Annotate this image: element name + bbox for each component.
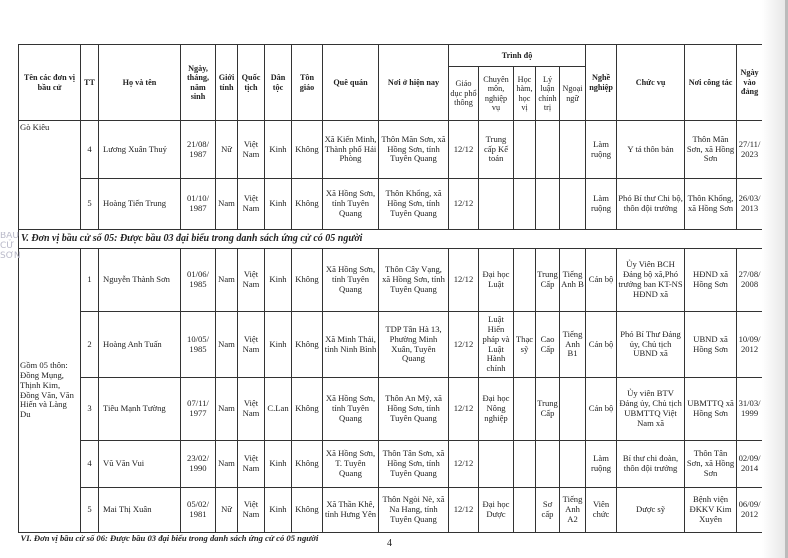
cell-edu-academic — [514, 121, 536, 179]
cell-occupation: Cán bộ — [586, 378, 617, 441]
cell-edu-professional: Trung cấp Kế toán — [479, 121, 514, 179]
cell-ethnicity: C.Lan — [265, 378, 292, 441]
cell-residence: Thôn Tân Sơn, xã Hồng Sơn, tỉnh Tuyên Quang — [379, 441, 449, 488]
header-party-date: Ngày vào đảng — [737, 45, 763, 121]
cell-religion: Không — [292, 312, 323, 378]
cell-occupation: Cán bộ — [586, 312, 617, 378]
cell-edu-academic — [514, 488, 536, 533]
cell-edu-language: Tiếng Anh B1 — [560, 312, 586, 378]
table-row — [19, 312, 783, 378]
header-residence: Nơi ở hiện nay — [379, 45, 449, 121]
cell-edu-academic — [514, 179, 536, 230]
cell-party-date: 31/03/ 1999 — [737, 378, 763, 441]
cell-workplace: Bệnh viện ĐKKV Kim Xuyên — [685, 488, 737, 533]
cell-hometown: Xã Kiến Minh, Thành phố Hải Phòng — [323, 121, 379, 179]
cell-party-date: 02/09/ 2014 — [737, 441, 763, 488]
cell-edu-language: Tiếng Anh B — [560, 249, 586, 312]
cell-nationality: Việt Nam — [238, 121, 265, 179]
cell-edu-general: 12/12 — [449, 312, 479, 378]
header-edu-general: Giáo dục phổ thông — [449, 67, 479, 121]
header-nationality: Quốc tịch — [238, 45, 265, 121]
cell-residence: Thôn An Mỹ, xã Hồng Sơn, tỉnh Tuyên Quang — [379, 378, 449, 441]
table-row — [19, 179, 783, 230]
cell-party-date: 06/09/ 2012 — [737, 488, 763, 533]
cell-edu-language — [560, 121, 586, 179]
unit4-label: Gò Kiêu — [19, 121, 81, 230]
cell-occupation: Làm ruộng — [586, 441, 617, 488]
cell-position: Y tá thôn bản — [617, 121, 685, 179]
cell-nationality: Việt Nam — [238, 312, 265, 378]
unit6-title: VI. Đơn vị bầu cử số 06: Được bầu 03 đại biểu trong danh sách ứng cử có 05 người — [19, 533, 783, 546]
cell-name: Vũ Văn Vui — [99, 441, 181, 488]
cell-position: Phó Bí thư Chi bộ, thôn đội trưởng — [617, 179, 685, 230]
cell-edu-general: 12/12 — [449, 488, 479, 533]
cell-dob: 01/06/ 1985 — [181, 249, 216, 312]
cell-residence: Thôn Ngòi Nè, xã Na Hang, tỉnh Tuyên Quang — [379, 488, 449, 533]
cell-religion: Không — [292, 179, 323, 230]
cell-edu-political: Trung Cấp — [536, 378, 560, 441]
cell-edu-general: 12/12 — [449, 179, 479, 230]
cell-position: Bí thư chi đoàn, thôn đội trưởng — [617, 441, 685, 488]
cell-edu-political: Trung Cấp — [536, 249, 560, 312]
cell-edu-language: Tiếng Anh A2 — [560, 488, 586, 533]
cell-edu-general: 12/12 — [449, 441, 479, 488]
cell-edu-professional: Đại học Dược — [479, 488, 514, 533]
cell-gender: Nam — [216, 441, 238, 488]
cell-dob: 23/02/ 1990 — [181, 441, 216, 488]
table-row — [19, 249, 783, 312]
cell-workplace: HĐND xã Hồng Sơn — [685, 249, 737, 312]
page-number: 4 — [387, 538, 392, 549]
header-occupation: Nghề nghiệp — [586, 45, 617, 121]
unit5-title: V. Đơn vị bầu cử số 05: Được bầu 03 đại biểu trong danh sách ứng cử có 05 người — [19, 230, 783, 249]
cell-religion: Không — [292, 378, 323, 441]
header-edu-political: Lý luận chính trị — [536, 67, 560, 121]
cell-edu-political — [536, 441, 560, 488]
cell-name: Tiêu Mạnh Tường — [99, 378, 181, 441]
cell-workplace: UBND xã Hồng Sơn — [685, 312, 737, 378]
cell-gender: Nữ — [216, 121, 238, 179]
header-ethnicity: Dân tộc — [265, 45, 292, 121]
cell-edu-language — [560, 179, 586, 230]
header-edu-language: Ngoại ngữ — [560, 67, 586, 121]
cell-workplace: Thôn Tân Sơn, xã Hồng Sơn — [685, 441, 737, 488]
cell-religion: Không — [292, 249, 323, 312]
cell-name: Nguyễn Thành Sơn — [99, 249, 181, 312]
cell-position: Dược sỹ — [617, 488, 685, 533]
cell-hometown: Xã Hồng Sơn, tỉnh Tuyên Quang — [323, 179, 379, 230]
cell-tt: 3 — [81, 378, 99, 441]
cell-tt: 2 — [81, 312, 99, 378]
cell-edu-general: 12/12 — [449, 378, 479, 441]
cell-workplace: Thôn Khổng, xã Hồng Sơn — [685, 179, 737, 230]
cell-party-date: 27/11/ 2023 — [737, 121, 763, 179]
cell-ethnicity: Kinh — [265, 441, 292, 488]
table-row — [19, 488, 783, 533]
header-gender: Giới tính — [216, 45, 238, 121]
cell-name: Hoàng Tiến Trung — [99, 179, 181, 230]
cell-ethnicity: Kinh — [265, 249, 292, 312]
candidate-list-document — [18, 44, 782, 546]
cell-nationality: Việt Nam — [238, 488, 265, 533]
cell-nationality: Việt Nam — [238, 441, 265, 488]
cell-hometown: Xã Minh Thái, tỉnh Ninh Bình — [323, 312, 379, 378]
table-row — [19, 441, 783, 488]
cell-edu-political: Sơ cấp — [536, 488, 560, 533]
cell-hometown: Xã Hồng Sơn, T. Tuyên Quang — [323, 441, 379, 488]
cell-edu-academic — [514, 441, 536, 488]
cell-nationality: Việt Nam — [238, 179, 265, 230]
candidate-table — [18, 44, 783, 546]
cell-edu-academic — [514, 249, 536, 312]
cell-ethnicity: Kinh — [265, 121, 292, 179]
cell-hometown: Xã Hồng Sơn, tỉnh Tuyên Quang — [323, 378, 379, 441]
cell-workplace: Thôn Mãn Sơn, xã Hồng Sơn — [685, 121, 737, 179]
header-edu-academic: Học hàm, học vị — [514, 67, 536, 121]
header-hometown: Quê quán — [323, 45, 379, 121]
cell-edu-political — [536, 121, 560, 179]
cell-nationality: Việt Nam — [238, 249, 265, 312]
cell-gender: Nam — [216, 378, 238, 441]
unit5-label: Gồm 05 thôn: Đồng Mụng, Thịnh Kim, Đồng Văn, Văn Hiến và Làng Du — [19, 249, 81, 533]
cell-name: Hoàng Anh Tuấn — [99, 312, 181, 378]
cell-edu-general: 12/12 — [449, 249, 479, 312]
cell-religion: Không — [292, 121, 323, 179]
header-edu-professional: Chuyên môn, nghiệp vụ — [479, 67, 514, 121]
cell-party-date: 26/03/ 2013 — [737, 179, 763, 230]
cell-edu-professional: Đại học Nông nghiệp — [479, 378, 514, 441]
cell-gender: Nữ — [216, 488, 238, 533]
cell-position: Ủy viên BTV Đảng ủy, Chủ tịch UBMTTQ Việt Nam xã — [617, 378, 685, 441]
cell-name: Lương Xuân Thuỷ — [99, 121, 181, 179]
table-row — [19, 378, 783, 441]
cell-tt: 4 — [81, 441, 99, 488]
cell-hometown: Xã Hồng Sơn, tỉnh Tuyên Quang — [323, 249, 379, 312]
cell-dob: 05/02/ 1981 — [181, 488, 216, 533]
cell-occupation: Cán bộ — [586, 249, 617, 312]
cell-dob: 21/08/ 1987 — [181, 121, 216, 179]
cell-position: Ủy Viên BCH Đảng bộ xã,Phó trưởng ban KT-NS HĐND xã — [617, 249, 685, 312]
header-tt: TT — [81, 45, 99, 121]
cell-edu-professional — [479, 179, 514, 230]
header-workplace: Nơi công tác — [685, 45, 737, 121]
cell-tt: 5 — [81, 488, 99, 533]
cell-tt: 1 — [81, 249, 99, 312]
cell-dob: 01/10/ 1987 — [181, 179, 216, 230]
cell-religion: Không — [292, 441, 323, 488]
cell-residence: TDP Tân Hà 13, Phường Minh Xuân, Tuyên Quang — [379, 312, 449, 378]
cell-edu-language — [560, 441, 586, 488]
cell-occupation: Làm ruộng — [586, 121, 617, 179]
cell-gender: Nam — [216, 312, 238, 378]
cell-residence: Thôn Cây Vạng, xã Hồng Sơn, tỉnh Tuyên Quang — [379, 249, 449, 312]
cell-party-date: 10/09/ 2012 — [737, 312, 763, 378]
cell-position: Phó Bí Thư Đảng ủy, Chủ tịch UBND xã — [617, 312, 685, 378]
cell-edu-academic: Thạc sỹ — [514, 312, 536, 378]
cell-gender: Nam — [216, 249, 238, 312]
cell-workplace: UBMTTQ xã Hồng Sơn — [685, 378, 737, 441]
header-dob: Ngày, tháng, năm sinh — [181, 45, 216, 121]
header-position: Chức vụ — [617, 45, 685, 121]
cell-edu-general: 12/12 — [449, 121, 479, 179]
cell-hometown: Xã Thần Khê, tỉnh Hưng Yên — [323, 488, 379, 533]
cell-dob: 10/05/ 1985 — [181, 312, 216, 378]
cell-occupation: Viên chức — [586, 488, 617, 533]
cell-tt: 4 — [81, 121, 99, 179]
cell-nationality: Việt Nam — [238, 378, 265, 441]
cell-ethnicity: Kinh — [265, 488, 292, 533]
cell-edu-political: Cao Cấp — [536, 312, 560, 378]
stamp-mark: BẦU CỬ SƠN — [0, 232, 21, 261]
cell-tt: 5 — [81, 179, 99, 230]
cell-occupation: Làm ruộng — [586, 179, 617, 230]
cell-residence: Thôn Mãn Sơn, xã Hồng Sơn, tỉnh Tuyên Quang — [379, 121, 449, 179]
cell-religion: Không — [292, 488, 323, 533]
cell-party-date: 27/08/ 2008 — [737, 249, 763, 312]
cell-edu-professional: Đại học Luật — [479, 249, 514, 312]
cell-edu-academic — [514, 378, 536, 441]
header-education: Trình độ — [449, 45, 586, 67]
cell-edu-language — [560, 378, 586, 441]
cell-ethnicity: Kinh — [265, 312, 292, 378]
header-unit: Tên các đơn vị bầu cử — [19, 45, 81, 121]
cell-dob: 07/11/ 1977 — [181, 378, 216, 441]
header-name: Họ và tên — [99, 45, 181, 121]
cell-gender: Nam — [216, 179, 238, 230]
cell-edu-political — [536, 179, 560, 230]
cell-ethnicity: Kinh — [265, 179, 292, 230]
cell-edu-professional — [479, 441, 514, 488]
cell-residence: Thôn Khổng, xã Hồng Sơn, tỉnh Tuyên Quang — [379, 179, 449, 230]
table-row — [19, 121, 783, 179]
header-religion: Tôn giáo — [292, 45, 323, 121]
cell-edu-professional: Luật Hiến pháp và Luật Hành chính — [479, 312, 514, 378]
cell-name: Mai Thị Xuân — [99, 488, 181, 533]
